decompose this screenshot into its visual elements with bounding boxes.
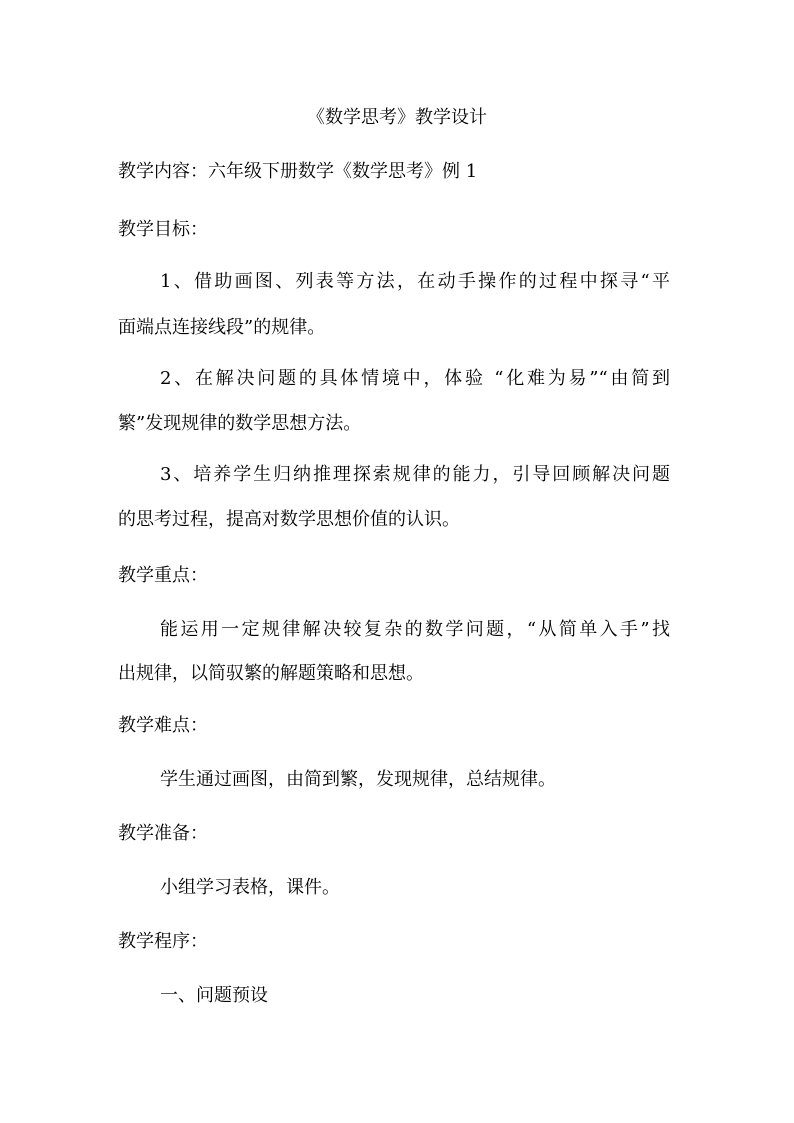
objective-3-line-2: 的思考过程，提高对数学思想价值的认识。 [118,509,460,530]
objective-3-line-1: 3、培养学生归纳推理探索规律的能力，引导回顾解决问题 [160,464,670,485]
difficulties-line: 学生通过画图，由简到繁，发现规律，总结规律。 [160,769,556,790]
objective-2-line-2: 繁”发现规律的数学思想方法。 [118,413,362,434]
key-points-heading: 教学重点： [118,565,208,586]
section-1-heading: 一、问题预设 [160,985,268,1006]
preparation-line: 小组学习表格，课件。 [160,877,340,898]
procedure-heading: 教学程序： [118,931,208,952]
objectives-heading: 教学目标： [118,219,208,240]
objective-1-line-1: 1、借助画图、列表等方法，在动手操作的过程中探寻“平 [160,271,670,292]
key-points-line-1: 能运用一定规律解决较复杂的数学问题，“从简单入手”找 [160,619,670,640]
difficulties-heading: 教学难点： [118,715,208,736]
preparation-heading: 教学准备： [118,823,208,844]
objective-2-line-1: 2、在解决问题的具体情境中，体验 “化难为易”“由简到 [160,368,670,389]
objective-1-line-2: 面端点连接线段”的规律。 [118,317,326,338]
teaching-content-line: 教学内容：六年级下册数学《数学思考》例 1 [118,161,478,182]
document-title: 《数学思考》教学设计 [307,107,487,128]
key-points-line-2: 出规律，以简驭繁的解题策略和思想。 [118,663,424,684]
